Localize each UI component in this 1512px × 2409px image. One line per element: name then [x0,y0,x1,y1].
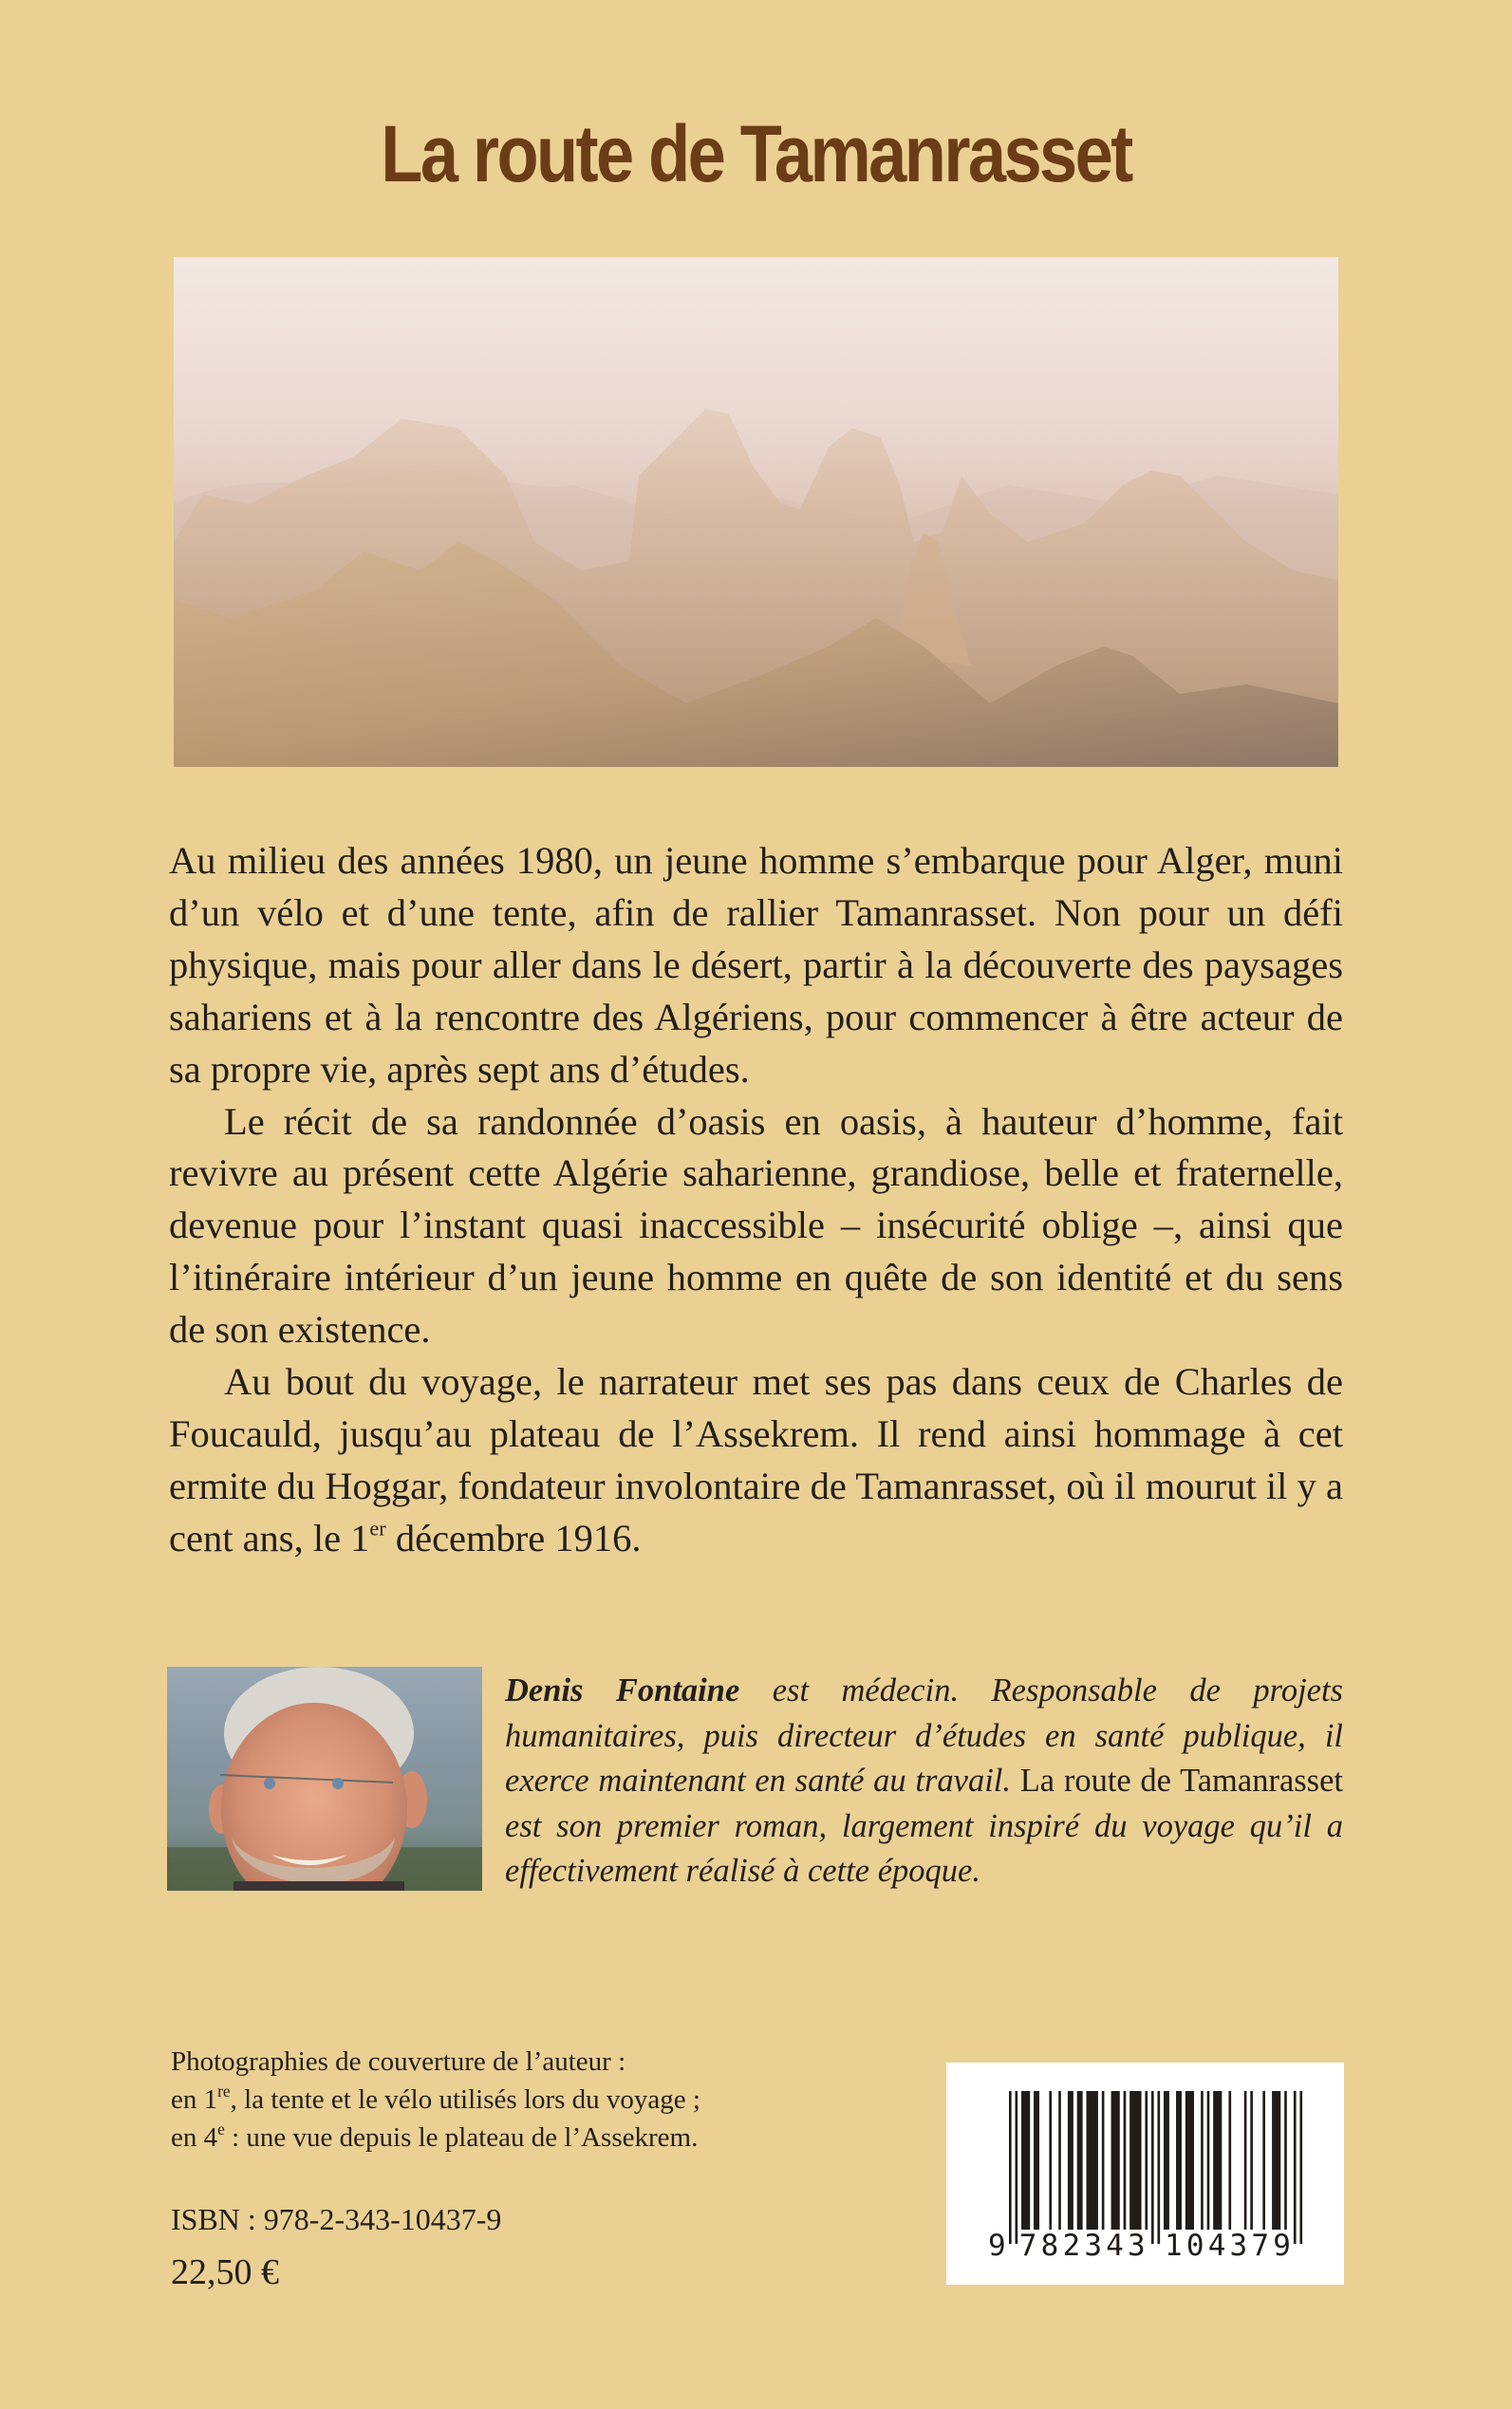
author-portrait-icon [167,1667,482,1891]
blurb-paragraph-3-end: décembre 1916. [385,1516,642,1559]
photo-credits [171,2043,930,2157]
blurb-paragraph-3 [169,1356,1343,1565]
book-title: La route de Tamanrasset [381,109,1131,198]
barcode-icon [946,2063,1344,2285]
credits-line-2 [171,2081,930,2119]
svg-text:104379: 104379 [1165,2229,1291,2263]
blurb [169,835,1343,1565]
isbn: ISBN : 978-2-343-10437-9 [171,2202,502,2236]
credits-line-3 [171,2119,930,2157]
book-title-inline: La route de Tamanrasset [1019,1763,1344,1799]
credits-line-3-rest: : une vue depuis le plateau de l’Assekrem. [224,2122,699,2153]
ordinal-superscript: re [217,2081,231,2101]
author-name: Denis Fontaine [505,1672,740,1709]
author-bio-part-2: est son premier roman, largement inspiré du voyage qu’il a effectivement réalisé à cette époque. [505,1807,1343,1889]
blurb-paragraph-3-text: Au bout du voyage, le narrateur met ses pas dans ceux de Charles de Foucauld, jusqu’au plateau de l’Assekrem. Il rend ainsi hommage à cet ermite du Hoggar, fondateur involontaire de Tamanrasset, où il mourut il y a cent ans, le 1 [169,1360,1343,1559]
author-bio-part-1: est médecin. Responsable de projets humanitaires, puis directeur d’études en santé publique, il exerce maintenant en santé au travail. [505,1672,1343,1799]
blurb-paragraph-2: Le récit de sa randonnée d’oasis en oasis, à hauteur d’homme, fait revivre au présent cette Algérie saharienne, grandiose, belle et fraternelle, devenue pour l’instant quasi inaccessible – insécurité oblige –, ainsi que l’itinéraire intérieur d’un jeune homme en quête de son identité et du sens de son existence. [169,1099,1343,1352]
credits-line-2-rest: , la tente et le vélo utilisés lors du voyage ; [230,2084,700,2115]
landscape-photo [174,257,1338,767]
credits-line-3-prefix: en 4 [171,2122,218,2153]
svg-text:9: 9 [988,2229,1006,2263]
credits-line-1: Photographies de couverture de l’auteur : [171,2046,626,2077]
price: 22,50 € [171,2252,279,2292]
blurb-paragraph-1: Au milieu des années 1980, un jeune homme s’embarque pour Alger, muni d’un vélo et d’une tente, afin de rallier Tamanrasset. Non pour un défi physique, mais pour aller dans le désert, partir à la découverte des paysages sahariens et à la rencontre des Algériens, pour commencer à être acteur de sa propre vie, après sept ans d’études. [169,839,1343,1091]
author-photo [167,1667,482,1891]
author-bio [505,1669,1343,1895]
barcode [946,2063,1344,2285]
credits-line-2-prefix: en 1 [171,2084,218,2115]
ordinal-superscript: er [369,1516,386,1541]
mountain-landscape-icon [174,257,1338,767]
svg-text:782343: 782343 [1018,2229,1146,2263]
ordinal-superscript: e [217,2119,225,2138]
